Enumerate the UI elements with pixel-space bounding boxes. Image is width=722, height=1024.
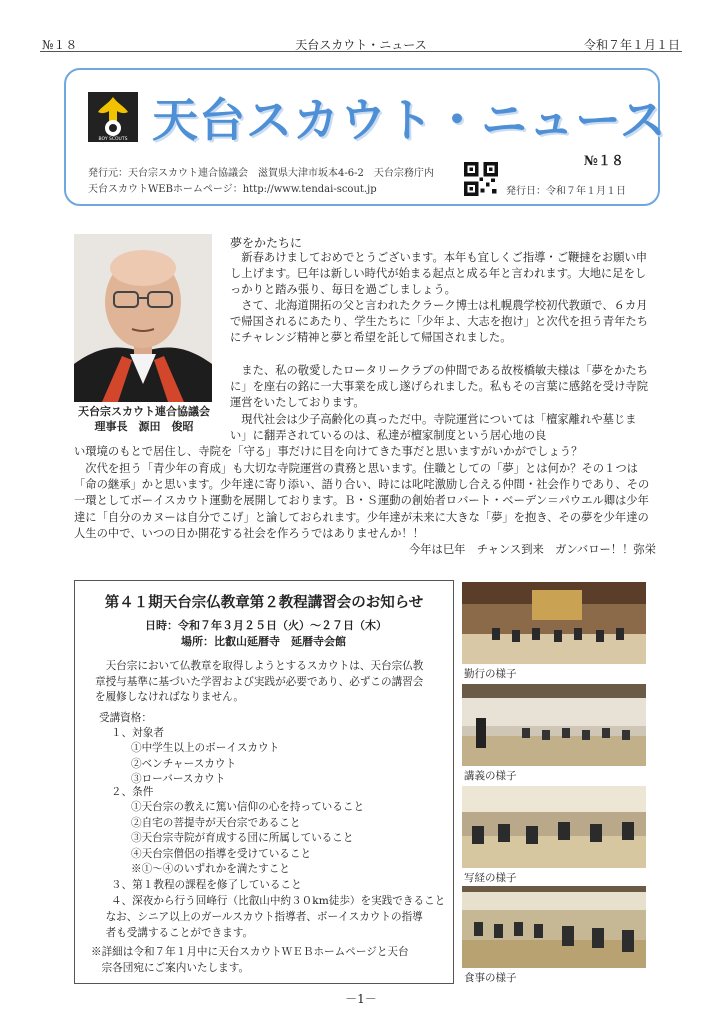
message-closing: 今年は巳年 チャンス到来 ガンバロー！！弥栄	[408, 543, 656, 556]
running-header	[40, 34, 682, 52]
photo-sutra-copying	[462, 786, 646, 868]
issue-date: 発行日：令和７年１月１日	[506, 186, 626, 197]
notice-footnote: ※詳細は令和７年１月中に天台スカウトＷＥＢホームページと天台 宗各団宛にご案内いたします。	[91, 946, 409, 974]
section-2-items	[131, 800, 364, 878]
scout-emblem-icon	[88, 92, 138, 142]
message-paragraph-5: 次代を担う「青少年の育成」も大切な寺院運営の責務と思います。住職としての「夢」とは何か？その１つは「命の継承」かと思います。少年達に寄り添い、語り合い、時には叱咤激励し合える仲間・社会作りであり、その一環としてボーイスカウト運動を展開しております。Ｂ・Ｓ運動の創始者ロバート・ベーデン＝パウエル卿は少年達に「自分のカヌーは自分でこげ」と論しておられます。少年達が未来に大きな「夢」を抱き、その夢を少年達の人生の中で、いつの日か開花する社会を作ろうではありませんか！！	[74, 462, 650, 540]
caption-name: 理事長 源田 俊昭	[94, 420, 194, 433]
chairman-portrait	[74, 234, 212, 402]
message-paragraph-1: 新春あけましておめでとうございます。本年も宜しくご指導・ご鞭撻をお願い申し上げます。巳年は新しい時代が始まる起点と成る年と言われます。大地に足をしっかりと踏み張り、毎日を過ごしましょう。	[230, 251, 648, 297]
section-1-label: １、対象者	[111, 727, 164, 739]
section-4-label: ４、深夜から行う回峰行（比叡山中約３０km徒歩）を実践できること	[111, 895, 446, 907]
website-link[interactable]: 天台スカウトWEBホームページ：http://www.tendai-scout.jp	[88, 184, 377, 195]
message-title: 夢をかたちに	[230, 236, 303, 250]
message-paragraph-3: また、私の敬愛したロータリークラブの仲間である故桜橋敏夫様は「夢をかたちに」を座右の銘に一大事業を成し遂げられました。私もその言葉に感銘を受け寺院運営をいたしております。	[230, 364, 648, 410]
list-item: ②ベンチャースカウト	[131, 757, 237, 770]
notice-intro: 天台宗において仏教章を取得しようとするスカウトは、天台宗仏教 章授与基準に基づいた学習および実践が必要であり、必ずこの講習会 を履修しなければなりません。	[95, 660, 424, 703]
caption-sutra-copying: 写経の様子	[464, 872, 517, 884]
list-item: ④天台宗僧侶の指導を受けていること	[131, 847, 312, 860]
page-number: －1－	[345, 992, 377, 1006]
emblem-text: BOY SCOUTS	[98, 137, 128, 142]
portrait-caption	[68, 404, 220, 434]
photo-morning-service	[462, 582, 646, 664]
masthead-issue-no: №１８	[583, 154, 624, 169]
publisher-info	[88, 166, 434, 198]
section-1-items	[131, 741, 279, 788]
message-paragraph-2: さて、北海道開拓の父と言われたクラーク博士は札幌農学校初代教頭で、６カ月で帰国されるにあたり、学生たちに「少年よ、大志を抱け」と次代を担う青年たちにチャレンジ精神と夢と希望を託して帰国されました。	[230, 299, 648, 345]
section-2-label: ２、条件	[111, 786, 154, 798]
notice-date: 日時：令和７年３月２５日（火）～２７日（木）	[145, 619, 387, 632]
list-item: ③ローバースカウト	[131, 773, 226, 785]
seminar-notice	[74, 580, 454, 984]
section-3-label: ３、第１教程の課程を修了していること	[111, 879, 302, 891]
masthead-title: 天台スカウト・ニュース	[152, 93, 667, 147]
qr-code-icon[interactable]	[464, 162, 498, 196]
message-paragraph-4b: い環境のもとで居住し、寺院を「守る」事だけに目を向けてきた事だと思いますがいかがでしょう？	[74, 445, 583, 458]
caption-meal: 食事の様子	[464, 972, 517, 984]
header-date: 令和７年１月１日	[583, 38, 680, 52]
list-item: ①中学生以上のボーイスカウト	[131, 742, 280, 754]
caption-org: 天台宗スカウト連合協議会	[78, 405, 210, 418]
masthead	[64, 68, 667, 206]
list-item: ※①～④のいずれかを満たすこと	[131, 863, 290, 875]
message-paragraph-4a: 現代社会は少子高齢化の真っただ中。寺院運営については「檀家離れや墓じまい」に翻弄されているのは、私達が檀家制度という居心地の良	[230, 413, 637, 443]
caption-morning-service: 勤行の様子	[464, 668, 517, 680]
caption-lecture: 講義の様子	[464, 770, 517, 782]
qualification-label: 受講資格：	[99, 712, 152, 724]
photo-lecture	[462, 684, 646, 766]
list-item: ③天台宗寺院が育成する団に所属していること	[131, 832, 354, 844]
photo-meal	[462, 886, 646, 968]
notice-place: 場所：比叡山延暦寺 延暦寺会館	[181, 635, 346, 648]
notice-note: なお、シニア以上のガールスカウト指導者、ボーイスカウトの指導 者も受講することができます。	[95, 911, 423, 939]
publisher-address: 発行元：天台宗スカウト連合協議会 滋賀県大津市坂本4-6-2 天台宗務庁内	[88, 168, 434, 179]
list-item: ①天台宗の教えに篤い信仰の心を持っていること	[131, 801, 365, 813]
notice-title: 第４１期天台宗仏教章第２教程講習会のお知らせ	[104, 595, 424, 611]
list-item: ②自宅の菩提寺が天台宗であること	[131, 816, 301, 829]
header-title: 天台スカウト・ニュース	[295, 38, 427, 52]
header-issue-no: №１８	[42, 38, 78, 52]
